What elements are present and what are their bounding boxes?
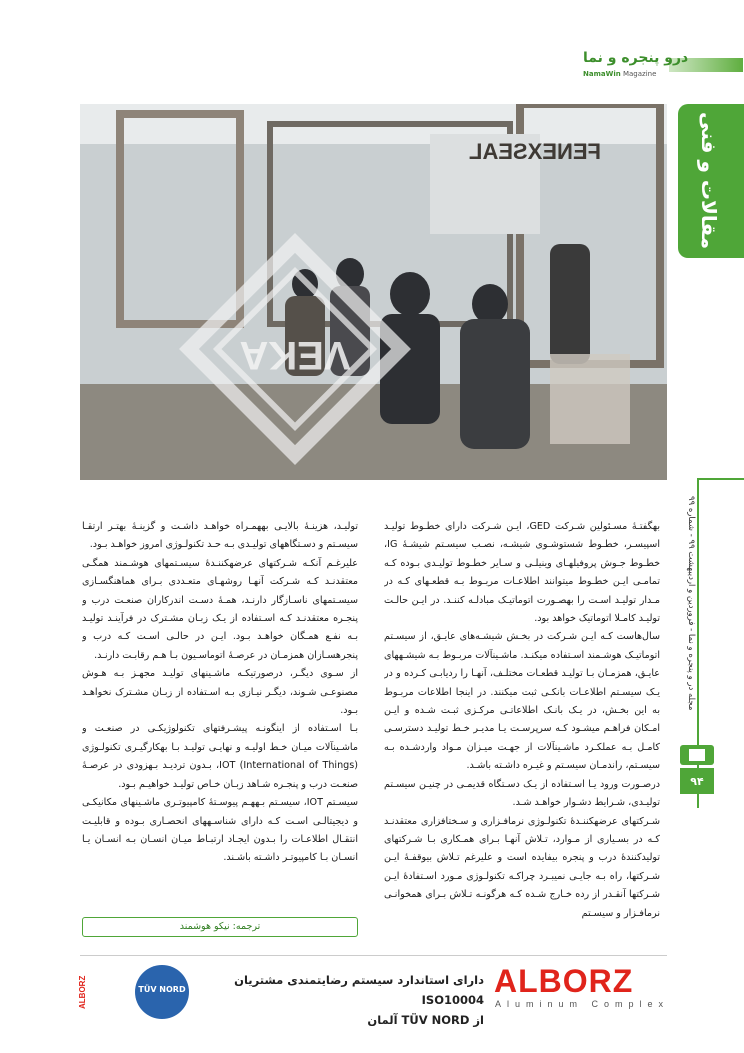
article-column-left	[82, 518, 358, 918]
certification-text: دارای استاندارد سیستم رضایتمندی مشتریان ISO10004 از TÜV NORD آلمان	[234, 973, 484, 1027]
tuv-nord-badge-icon: TÜV NORD	[135, 965, 189, 1019]
issue-meta: مجله در و پنجره و نما - فروردین و اردیبهشت ۹۹ - شماره ۹۹	[686, 495, 696, 710]
footer-divider	[80, 955, 667, 956]
paragraph: سال‌ها‌ست کـه ایـن شـرکت در بخـش شیشـه‌های عایـق، از سیسـتم اتوماتیـک هوشـمند اسـتفاده میکنـد. ماشـینآلات مربـوط بـه شیشـههای عایـق، همزمـان بـا تولیـد قطعـات مختلـف، آنهـا را ردیابـی کـرده و در یـک سیسـتم اطلاعـات بانکـی ثبت میکنند. در اینجا اطلاعات مربـوط به این بخـش، در یـک بانـک اطلاعاتـی مرکـزی ثبـت شـده و ایـن امـکان فراهـم میشـود کـه سرپرسـت یـا مدیـر خـط تولیـد دسترسـی کامـل بـه عملکـرد ماشـینآلات از جهـت میـزان مـواد واردشـده بـه سیسـتم، راندمـان سیسـتم و غیـره داشـته باشـد.	[384, 631, 660, 772]
article-column-right	[384, 518, 660, 946]
veka-sign: VEKA	[239, 333, 351, 377]
magazine-title: درو پنجره و نما	[583, 50, 689, 66]
alborz-tagline: Aluminum Complex	[494, 999, 670, 1009]
section-tab	[678, 104, 744, 258]
paragraph: تولیـد، هزینـۀ بالایـی بههمـراه خواهـد داشـت و گزینـۀ بهتـر ارتقـا سیسـتم و دسـتگاههای تولیـدی بـه حـد تکنولـوژی امروز خواهـد بـود.	[82, 521, 358, 551]
paragraph: علیرغـم آنکـه شـرکتهای عرضهکننـدۀ سیسـتمهای هوشـمند همگـی معتقدنـد کـه شـرکت آنهـا روشهـای متعـددی بـرای هماهنگسـازی سیسـتمهای ناسـازگار دارنـد، همـۀ دسـت اندرکاران صنعـت درب و پنجـره معتقدنـد کـه اسـتفاده از یـک زبـان مشـترک در فرآینـد تولیـد بـه نفـع همـگان خواهـد بـود. ایـن در حالـی اسـت کـه درب و پنجرهسـازان همزمـان در عرصـۀ اتوماسـیون بـا هـم رقابـت دارنـد.	[82, 557, 358, 661]
paragraph: بـا اسـتفاده از اینگونـه پیشـرفتهای تکنولوژیکـی در صنعـت و ماشـینآلات میـان خـط اولیـه و نهایـی تولیـد بـا بهکارگیـری تکنولـوژی IOT (International of Things)، بـدون تردیـد بـهزودی در عرصـۀ صنعـت درب و پنجـره شـاهد زبـان خـاص تولیـد خواهیـم بـود.	[82, 723, 358, 790]
alborz-wordmark: ALBORZ	[494, 963, 634, 999]
magazine-subtitle: NamaWin Magazine	[583, 70, 657, 78]
fenexseal-sign: FENEXSEAL	[468, 139, 602, 164]
section-title: مقالات و فنی	[697, 112, 721, 250]
translator-credit: ترجمه: نیکو هوشمند	[82, 917, 358, 937]
side-divider-top	[697, 478, 744, 480]
vertical-brand: ALBORZ	[78, 975, 87, 1009]
article-photo	[80, 104, 667, 480]
paragraph: بهگفتـۀ مسـئولین شـرکت GED، ایـن شـرکت دارای خطـوط تولیـد اسپیسـر، خطـوط شستوشـوی شیشـه، نصـب سیسـتم شیشـۀ IG، خطـوط جـوش پروفیلهـای وینیلـی و سـایر خطـوط تولیـدی بـوده کـه تمامـی ایـن خطـوط میتوانند اطلاعـات مربـوط بـه قطعـهای کـه در مـدار تولیـد اسـت را بهصـورت اتوماتیـک مبادلـه کننـد. در ایـن حالـت تولیـد کامـلا اتوماتیک خواهد بود.	[384, 521, 660, 625]
paragraph: شـرکتهای عرضهکننـدۀ تکنولـوژی نرمافـزاری و سـختافزاری معتقدنـد کـه در بسـیاری از مـوارد، تـلاش آنهـا بـرای همـکاری بـا شـرکتهای تولیدکنندۀ درب و پنجره بیفایده است و علیرغم تـلاش بیوقفـۀ ایـن شـرکتها، راه بـه جایـی نمیبـرد چراکـه تکنولـوژی مـورد اسـتفادۀ ایـن شـرکتها آنقـدر از رده خـارج شـده کـه هرگونـه تـلاش بـرای همخوانـی نرمافـزار و سیسـتم	[384, 815, 660, 919]
window-icon	[680, 745, 714, 765]
magazine-logo	[583, 50, 743, 84]
paragraph: از سـوی دیگـر، درصورتیکـه ماشـینهای تولیـد مجهـز بـه هـوش مصنوعـی شـوند، دیگـر نیـازی بـه اسـتفاده از زبـان مشـترک نخواهـد بـود.	[82, 668, 358, 717]
page-number: ۹۴	[680, 768, 714, 794]
showroom-photo	[80, 104, 667, 480]
alborz-logo	[494, 963, 670, 1019]
paragraph: سیسـتم IOT، سیسـتم بـههـم پیوسـتۀ کامپیوتـری ماشـینهای مکانیکـی و دیجیتالـی اسـت کـه دارای شناسـههای انحصـاری بـوده و قابلیـت انتقـال اطلاعـات را بـدون ایجـاد ارتبـاط میـان انسـان بـه انسـان یـا انسـان بـا کامپیوتـر داشـته باشـند.	[82, 797, 358, 864]
paragraph: درصـورت ورود یـا اسـتفاده از یـک دسـتگاه قدیمـی در چنیـن سیسـتم تولیـدی، شـرایط دشـوار خواهـد شـد.	[384, 778, 660, 809]
